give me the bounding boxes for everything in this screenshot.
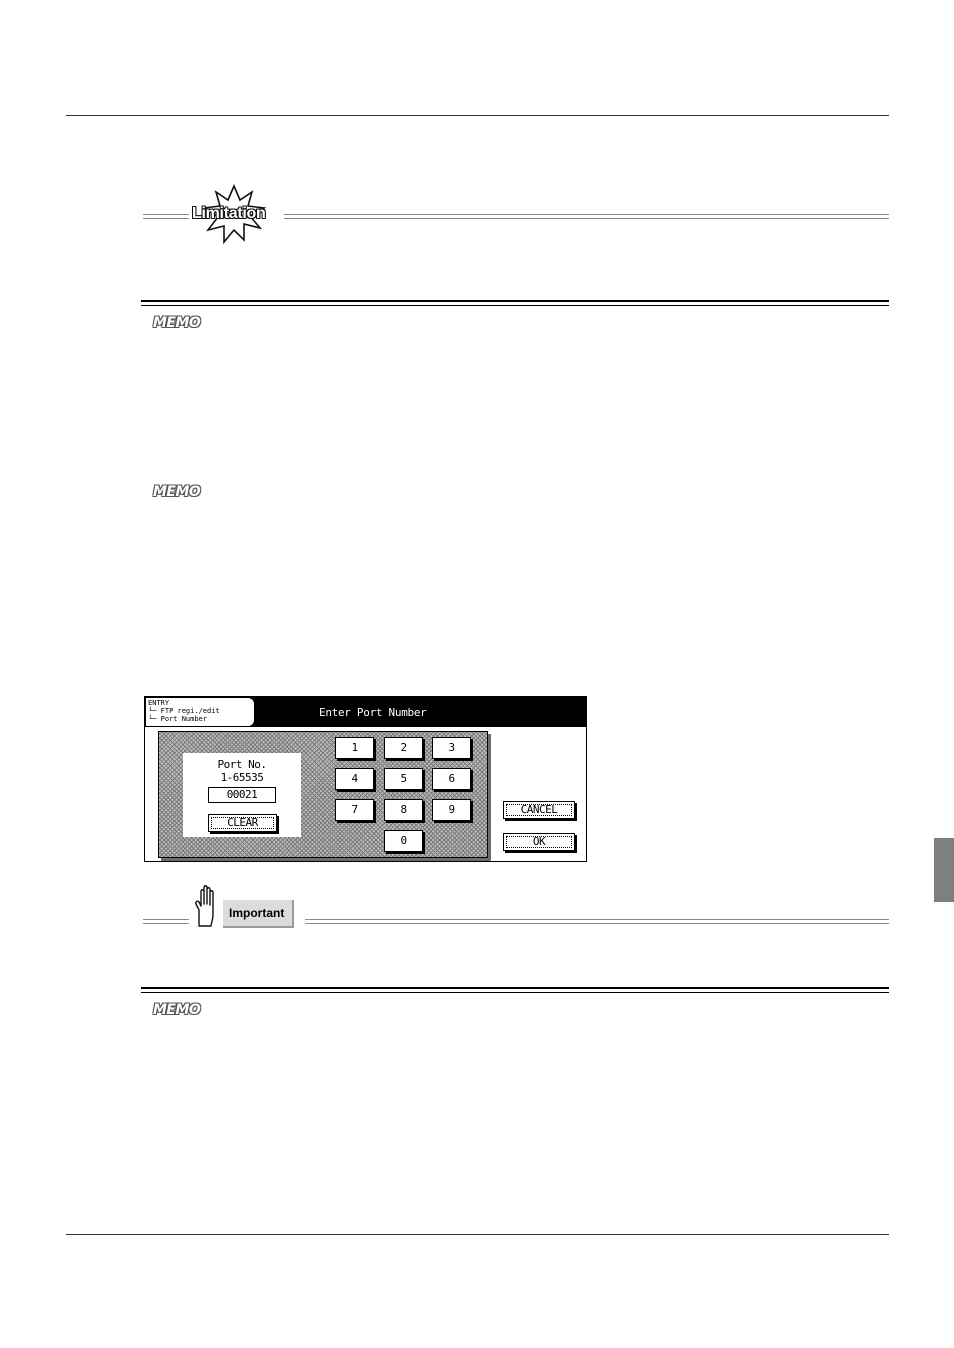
key-label: 8 xyxy=(400,803,407,816)
port-entry-box xyxy=(183,753,301,837)
port-range: 1-65535 xyxy=(220,771,264,784)
breadcrumb-item: └─ FTP regi./edit xyxy=(148,707,220,715)
input-panel xyxy=(158,731,488,858)
key-label: 9 xyxy=(448,803,455,816)
limitation-label: Limitation xyxy=(192,205,266,222)
breadcrumb xyxy=(146,698,254,726)
clear-button-label: CLEAR xyxy=(227,816,258,829)
important-bar-right xyxy=(305,919,889,924)
key-label: 0 xyxy=(400,834,407,847)
title-bar xyxy=(145,697,586,727)
cancel-button-label: CANCEL xyxy=(520,803,558,816)
key-9[interactable] xyxy=(432,799,471,821)
limitation-bar-left xyxy=(143,214,189,219)
memo-label-3: MEMO xyxy=(153,1002,201,1018)
limitation-bar-right xyxy=(284,214,889,219)
key-label: 3 xyxy=(448,741,455,754)
memo-label-2: MEMO xyxy=(153,484,201,500)
port-number-screen xyxy=(144,696,587,862)
ok-button[interactable] xyxy=(503,833,575,851)
key-label: 1 xyxy=(351,741,358,754)
cancel-button-inset xyxy=(506,804,572,816)
important-label: Important xyxy=(229,906,285,920)
key-6[interactable] xyxy=(432,768,471,790)
key-label: 5 xyxy=(400,772,407,785)
key-8[interactable] xyxy=(384,799,423,821)
screen-title: Enter Port Number xyxy=(319,706,427,719)
raised-hand-icon xyxy=(193,884,221,930)
memo-rule-thin xyxy=(141,992,889,993)
key-4[interactable] xyxy=(335,768,374,790)
key-2[interactable] xyxy=(384,737,423,759)
clear-button-inset xyxy=(211,817,274,829)
ok-button-inset xyxy=(506,836,572,848)
ok-button-label: OK xyxy=(532,835,546,848)
cancel-button[interactable] xyxy=(503,801,575,819)
memo-label-1: MEMO xyxy=(153,315,201,331)
key-label: 7 xyxy=(351,803,358,816)
important-bar-left xyxy=(143,919,189,924)
key-label: 4 xyxy=(351,772,358,785)
breadcrumb-item: └─ Port Number xyxy=(148,715,208,723)
key-0[interactable] xyxy=(384,830,423,852)
key-label: 6 xyxy=(448,772,455,785)
key-label: 2 xyxy=(400,741,407,754)
memo-rule xyxy=(141,987,889,989)
chapter-tab xyxy=(934,838,954,902)
key-3[interactable] xyxy=(432,737,471,759)
header-rule xyxy=(66,115,889,116)
breadcrumb-item: ENTRY xyxy=(148,699,170,707)
clear-button[interactable] xyxy=(208,814,277,832)
port-value-field[interactable]: 00021 xyxy=(208,787,276,803)
memo-rule xyxy=(141,300,889,302)
key-7[interactable] xyxy=(335,799,374,821)
footer-rule xyxy=(66,1234,889,1235)
memo-rule-thin xyxy=(141,305,889,306)
key-5[interactable] xyxy=(384,768,423,790)
key-1[interactable] xyxy=(335,737,374,759)
port-label: Port No. xyxy=(217,758,267,771)
